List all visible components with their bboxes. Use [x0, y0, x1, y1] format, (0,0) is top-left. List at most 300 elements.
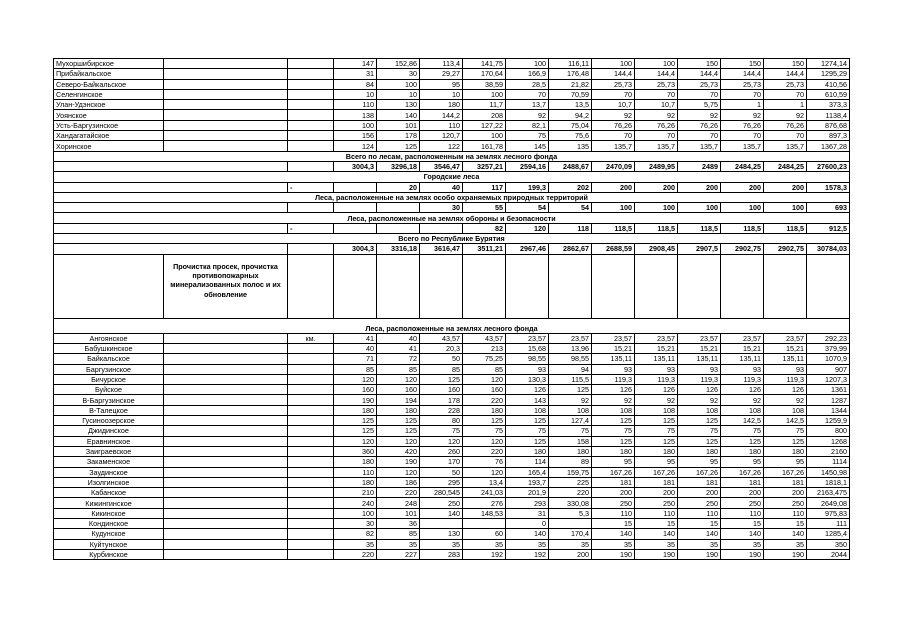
value-cell: 140 — [678, 529, 721, 539]
value-cell: 125 — [721, 436, 764, 446]
value-cell: 360 — [334, 446, 377, 456]
value-cell: 912,5 — [807, 223, 850, 233]
value-cell: 20,3 — [420, 343, 463, 353]
value-cell: 35 — [377, 539, 420, 549]
value-cell: 194 — [377, 395, 420, 405]
blank-cell — [721, 254, 764, 318]
value-cell: 93 — [721, 364, 764, 374]
value-cell: 13,4 — [463, 477, 506, 487]
value-cell: 200 — [764, 182, 807, 192]
table-row — [54, 343, 850, 353]
value-cell: 118,5 — [592, 223, 635, 233]
value-cell: 100 — [721, 203, 764, 213]
value-cell: 125 — [764, 436, 807, 446]
value-cell: 23,57 — [549, 333, 592, 343]
value-cell: 161,78 — [463, 141, 506, 151]
value-cell: 2649,08 — [807, 498, 850, 508]
value-cell: 3296,18 — [377, 161, 420, 171]
table-row — [54, 385, 850, 395]
value-cell: 350 — [807, 539, 850, 549]
value-cell: 92 — [678, 395, 721, 405]
unit-cell — [288, 110, 334, 120]
blank-cell — [592, 254, 635, 318]
unit-cell — [288, 457, 334, 467]
work-type-cell — [164, 498, 288, 508]
value-cell: 120 — [420, 436, 463, 446]
value-cell: 240 — [334, 498, 377, 508]
value-cell: 142,5 — [721, 416, 764, 426]
value-cell: 94 — [549, 364, 592, 374]
value-cell: 70 — [592, 89, 635, 99]
value-cell: 54 — [549, 203, 592, 213]
value-cell: 70 — [506, 89, 549, 99]
value-cell: 35 — [549, 539, 592, 549]
value-cell: 80 — [420, 416, 463, 426]
value-cell: 110 — [592, 508, 635, 518]
value-cell — [420, 223, 463, 233]
unit-cell — [288, 488, 334, 498]
value-cell: 70 — [678, 131, 721, 141]
value-cell: 3511,21 — [463, 244, 506, 254]
value-cell: 92 — [635, 395, 678, 405]
table-row — [54, 333, 850, 343]
value-cell: 167,26 — [764, 467, 807, 477]
value-cell — [463, 518, 506, 528]
value-cell: 125 — [506, 436, 549, 446]
value-cell: 125 — [635, 416, 678, 426]
value-cell: 82 — [463, 223, 506, 233]
value-cell: 225 — [549, 477, 592, 487]
value-cell: 293 — [506, 498, 549, 508]
value-cell: 108 — [721, 405, 764, 415]
forestry-name: Хандагатайское — [54, 131, 164, 141]
table-row — [54, 131, 850, 141]
unit-cell — [288, 508, 334, 518]
value-cell: 110 — [764, 508, 807, 518]
unit-cell — [288, 364, 334, 374]
value-cell: 92 — [549, 395, 592, 405]
work-type-row — [54, 254, 850, 318]
value-cell: 125 — [549, 385, 592, 395]
value-cell: 135,11 — [592, 354, 635, 364]
value-cell: 38,59 — [463, 79, 506, 89]
work-type-cell — [164, 354, 288, 364]
value-cell: 94,2 — [549, 110, 592, 120]
forestry-name: Улан-Удэнское — [54, 100, 164, 110]
value-cell: 108 — [678, 405, 721, 415]
work-type-cell — [164, 508, 288, 518]
value-cell: 70 — [592, 131, 635, 141]
value-cell: 125 — [377, 416, 420, 426]
value-cell: 190 — [334, 395, 377, 405]
value-cell: 95 — [678, 457, 721, 467]
value-cell: 75 — [506, 426, 549, 436]
value-cell: 150 — [764, 59, 807, 69]
unit-cell — [288, 498, 334, 508]
value-cell: 20 — [377, 182, 420, 192]
work-type-cell — [164, 426, 288, 436]
value-cell: 135,7 — [635, 141, 678, 151]
value-cell: 1 — [764, 100, 807, 110]
republic-total-row — [54, 244, 850, 254]
value-cell: 100 — [635, 203, 678, 213]
value-cell: 135,11 — [678, 354, 721, 364]
value-cell: 119,3 — [635, 374, 678, 384]
value-cell: 126 — [678, 385, 721, 395]
value-cell: 55 — [463, 203, 506, 213]
value-cell: 30 — [420, 203, 463, 213]
value-cell: 5,75 — [678, 100, 721, 110]
value-cell: 180 — [592, 446, 635, 456]
forestry-name: Джидинское — [54, 426, 164, 436]
unit-cell: км. — [288, 333, 334, 343]
value-cell: 100 — [678, 203, 721, 213]
value-cell: 1274,14 — [807, 59, 850, 69]
urban-heading — [54, 172, 850, 182]
value-cell: 876,68 — [807, 120, 850, 130]
value-cell: 2489,95 — [635, 161, 678, 171]
blank-cell — [377, 254, 420, 318]
value-cell: 36 — [377, 518, 420, 528]
value-cell: 30784,03 — [807, 244, 850, 254]
value-cell: 330,08 — [549, 498, 592, 508]
value-cell: 118,5 — [678, 223, 721, 233]
value-cell: 190 — [678, 549, 721, 559]
table-row — [54, 416, 850, 426]
forestry-name: Заудинское — [54, 467, 164, 477]
value-cell: 119,3 — [678, 374, 721, 384]
value-cell: 250 — [592, 498, 635, 508]
value-cell: 15 — [635, 518, 678, 528]
value-cell — [334, 203, 377, 213]
value-cell: 71 — [334, 354, 377, 364]
table-row — [54, 79, 850, 89]
section-heading: Леса, расположенные на землях лесного фонда — [54, 318, 850, 333]
forestry-name: Усть-Баргузинское — [54, 120, 164, 130]
forestry-name: Буйское — [54, 385, 164, 395]
value-cell: 190 — [592, 549, 635, 559]
value-cell: 21,82 — [549, 79, 592, 89]
value-cell: 15,21 — [635, 343, 678, 353]
value-cell: 3546,47 — [420, 161, 463, 171]
value-cell: 41 — [377, 343, 420, 353]
value-cell: 220 — [549, 488, 592, 498]
value-cell: 181 — [635, 477, 678, 487]
value-cell: 220 — [334, 549, 377, 559]
value-cell: 75 — [721, 426, 764, 436]
value-cell: 35 — [592, 539, 635, 549]
value-cell: 2594,16 — [506, 161, 549, 171]
value-cell: 125 — [334, 416, 377, 426]
value-cell: 15,21 — [721, 343, 764, 353]
value-cell: 43,57 — [420, 333, 463, 343]
value-cell: 250 — [721, 498, 764, 508]
value-cell: 93 — [678, 364, 721, 374]
forestry-name: Кикинское — [54, 508, 164, 518]
value-cell: 89 — [549, 457, 592, 467]
value-cell: 35 — [334, 539, 377, 549]
value-cell — [549, 518, 592, 528]
value-cell: 43,57 — [463, 333, 506, 343]
value-cell: 200 — [721, 488, 764, 498]
value-cell: 213 — [463, 343, 506, 353]
forestry-name: Байкальское — [54, 354, 164, 364]
value-cell: 2862,67 — [549, 244, 592, 254]
value-cell: 145 — [506, 141, 549, 151]
document-sheet — [53, 58, 849, 560]
work-type-cell — [164, 477, 288, 487]
value-cell: 1367,28 — [807, 141, 850, 151]
value-cell: 193,7 — [506, 477, 549, 487]
protected-row — [54, 203, 850, 213]
value-cell: 75,04 — [549, 120, 592, 130]
blank-cell — [635, 254, 678, 318]
value-cell: 15,21 — [678, 343, 721, 353]
value-cell: 76 — [463, 457, 506, 467]
forest-fund-total-row — [54, 161, 850, 171]
value-cell: 420 — [377, 446, 420, 456]
value-cell — [377, 203, 420, 213]
value-cell: 178 — [420, 395, 463, 405]
blank-cell — [334, 254, 377, 318]
value-cell: 76,26 — [592, 120, 635, 130]
value-cell: 5,3 — [549, 508, 592, 518]
value-cell: 167,26 — [592, 467, 635, 477]
value-cell: 118,5 — [764, 223, 807, 233]
value-cell: 35 — [764, 539, 807, 549]
value-cell: 23,57 — [635, 333, 678, 343]
value-cell: 190 — [635, 549, 678, 559]
value-cell: 1 — [721, 100, 764, 110]
value-cell: 202 — [549, 182, 592, 192]
value-cell: 82,1 — [506, 120, 549, 130]
value-cell: 1287 — [807, 395, 850, 405]
table-row — [54, 446, 850, 456]
value-cell: 200 — [592, 488, 635, 498]
value-cell: 41 — [334, 333, 377, 343]
value-cell: 158 — [549, 436, 592, 446]
value-cell: 210 — [334, 488, 377, 498]
value-cell: 379,99 — [807, 343, 850, 353]
value-cell: 200 — [678, 488, 721, 498]
value-cell: 54 — [506, 203, 549, 213]
value-cell: 135,11 — [721, 354, 764, 364]
value-cell: 144,2 — [420, 110, 463, 120]
value-cell: 100 — [592, 59, 635, 69]
value-cell: 110 — [678, 508, 721, 518]
value-cell: 160 — [463, 385, 506, 395]
value-cell: 1207,3 — [807, 374, 850, 384]
work-type-cell — [164, 69, 288, 79]
table-row — [54, 120, 850, 130]
value-cell: 95 — [592, 457, 635, 467]
value-cell: 85 — [420, 364, 463, 374]
value-cell: 31 — [334, 69, 377, 79]
value-cell: 292,23 — [807, 333, 850, 343]
value-cell: 147 — [334, 59, 377, 69]
value-cell: 15,68 — [506, 343, 549, 353]
value-cell: 25,73 — [678, 79, 721, 89]
table-body — [54, 59, 850, 560]
value-cell: 29,27 — [420, 69, 463, 79]
value-cell: 25,73 — [635, 79, 678, 89]
value-cell: 276 — [463, 498, 506, 508]
value-cell: 199,3 — [506, 182, 549, 192]
value-cell: 84 — [334, 79, 377, 89]
value-cell: 95 — [764, 457, 807, 467]
value-cell: 11,7 — [463, 100, 506, 110]
value-cell: 35 — [506, 539, 549, 549]
blank-cell — [506, 254, 549, 318]
value-cell: 75 — [506, 131, 549, 141]
value-cell: 260 — [420, 446, 463, 456]
work-type-cell — [164, 467, 288, 477]
value-cell: 1344 — [807, 405, 850, 415]
value-cell: 2967,46 — [506, 244, 549, 254]
value-cell: 160 — [377, 385, 420, 395]
value-cell: 35 — [721, 539, 764, 549]
value-cell: 117 — [463, 182, 506, 192]
value-cell: 100 — [592, 203, 635, 213]
section-heading: Всего по Республике Бурятия — [54, 234, 850, 244]
unit-cell — [288, 385, 334, 395]
forestry-name: Северо-Байкальское — [54, 79, 164, 89]
value-cell: 192 — [463, 549, 506, 559]
unit-cell — [288, 69, 334, 79]
unit-cell — [288, 374, 334, 384]
value-cell: 144,4 — [678, 69, 721, 79]
value-cell: 92 — [764, 395, 807, 405]
value-cell: 15 — [592, 518, 635, 528]
value-cell: 201,9 — [506, 488, 549, 498]
value-cell: 126 — [506, 385, 549, 395]
work-type-cell — [164, 100, 288, 110]
unit-cell — [288, 395, 334, 405]
value-cell: 1295,29 — [807, 69, 850, 79]
value-cell: 135,11 — [635, 354, 678, 364]
work-type-cell — [164, 539, 288, 549]
value-cell: 125 — [592, 416, 635, 426]
value-cell: 127,22 — [463, 120, 506, 130]
section-heading: Всего по лесам, расположенным на землях лесного фонда — [54, 151, 850, 161]
table-row — [54, 539, 850, 549]
dash-cell — [288, 244, 334, 254]
value-cell: 27600,23 — [807, 161, 850, 171]
value-cell: 120 — [377, 436, 420, 446]
value-cell: 2902,75 — [764, 244, 807, 254]
value-cell: 75 — [549, 426, 592, 436]
value-cell: 92 — [721, 395, 764, 405]
value-cell: 2908,45 — [635, 244, 678, 254]
value-cell: 10,7 — [635, 100, 678, 110]
value-cell: 140 — [420, 508, 463, 518]
value-cell: 92 — [592, 110, 635, 120]
value-cell: 150 — [721, 59, 764, 69]
unit-cell — [288, 405, 334, 415]
unit-cell — [288, 529, 334, 539]
section-heading: Леса, расположенные на землях особо охраняемых природных территорий — [54, 192, 850, 202]
value-cell: 120,7 — [420, 131, 463, 141]
value-cell: 228 — [420, 405, 463, 415]
value-cell — [420, 518, 463, 528]
table-row — [54, 374, 850, 384]
table-row — [54, 69, 850, 79]
value-cell: 108 — [764, 405, 807, 415]
forestry-name: Кижингинское — [54, 498, 164, 508]
value-cell: 93 — [764, 364, 807, 374]
value-cell: 25,73 — [592, 79, 635, 89]
work-type-cell — [164, 385, 288, 395]
blank-cell — [764, 254, 807, 318]
value-cell: 35 — [635, 539, 678, 549]
value-cell: 23,57 — [506, 333, 549, 343]
value-cell: 156 — [334, 131, 377, 141]
forestry-name: Кабанское — [54, 488, 164, 498]
value-cell: 283 — [420, 549, 463, 559]
value-cell: 72 — [377, 354, 420, 364]
value-cell: 125 — [377, 426, 420, 436]
value-cell: 2160 — [807, 446, 850, 456]
label-cell — [54, 161, 288, 171]
value-cell: 110 — [635, 508, 678, 518]
value-cell: 165,4 — [506, 467, 549, 477]
blank-cell — [807, 254, 850, 318]
forestry-name: Мухоршибирское — [54, 59, 164, 69]
value-cell: 30 — [334, 518, 377, 528]
value-cell: 110 — [334, 100, 377, 110]
value-cell: 76,26 — [635, 120, 678, 130]
value-cell: 144,4 — [764, 69, 807, 79]
value-cell — [377, 223, 420, 233]
value-cell: 170,4 — [549, 529, 592, 539]
value-cell: 25,73 — [764, 79, 807, 89]
value-cell: 220 — [463, 395, 506, 405]
value-cell: 2470,09 — [592, 161, 635, 171]
value-cell: 92 — [592, 395, 635, 405]
section-heading: Городские леса — [54, 172, 850, 182]
work-type-cell — [164, 131, 288, 141]
unit-cell — [288, 518, 334, 528]
value-cell: 167,26 — [635, 467, 678, 477]
value-cell: 100 — [377, 79, 420, 89]
value-cell: 82 — [334, 529, 377, 539]
work-type-cell — [164, 405, 288, 415]
value-cell: 1138,4 — [807, 110, 850, 120]
table-row — [54, 364, 850, 374]
label-cell — [54, 244, 288, 254]
work-type-cell — [164, 89, 288, 99]
value-cell: 1070,9 — [807, 354, 850, 364]
value-cell: 2163,475 — [807, 488, 850, 498]
value-cell: 0 — [506, 518, 549, 528]
defense-row — [54, 223, 850, 233]
value-cell: 119,3 — [721, 374, 764, 384]
value-cell: 180 — [334, 457, 377, 467]
table-row — [54, 426, 850, 436]
value-cell: 98,55 — [506, 354, 549, 364]
value-cell: 181 — [678, 477, 721, 487]
value-cell: 100 — [764, 203, 807, 213]
value-cell: 140 — [592, 529, 635, 539]
value-cell: 100 — [334, 508, 377, 518]
value-cell: 200 — [721, 182, 764, 192]
value-cell: 120 — [506, 223, 549, 233]
work-type-cell — [164, 529, 288, 539]
value-cell: 70 — [764, 131, 807, 141]
value-cell: 142,5 — [764, 416, 807, 426]
work-type-cell — [164, 395, 288, 405]
value-cell: 148,53 — [463, 508, 506, 518]
